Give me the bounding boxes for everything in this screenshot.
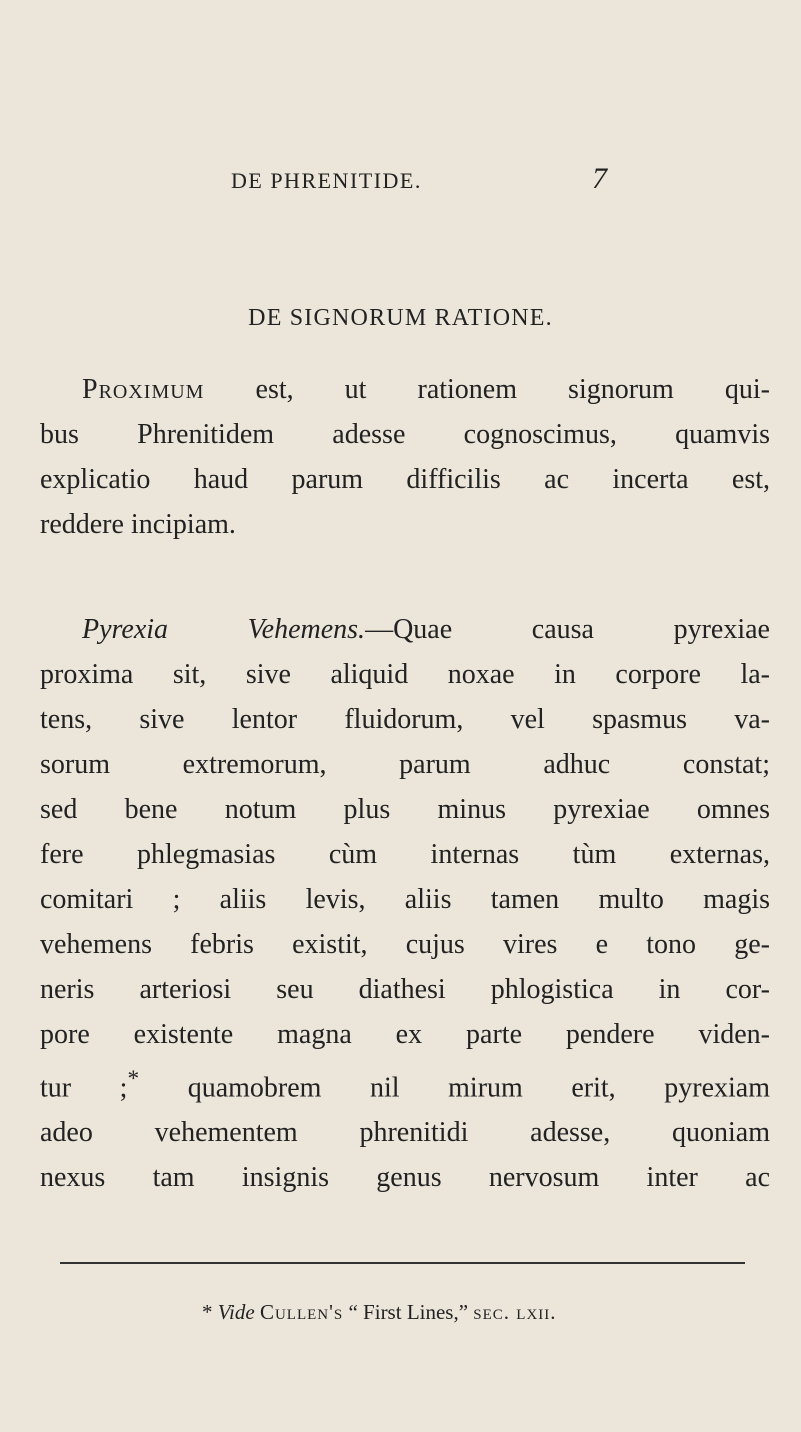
paragraph-2-line-1 — [40, 607, 770, 652]
paragraph-2-heading: Pyrexia Vehemens. — [82, 614, 366, 645]
paragraph-2-line-7: comitari ; aliis levis, aliis tamen multo magis — [40, 884, 770, 915]
paragraph-2-line-2: proxima sit, sive aliquid noxae in corpore la- — [40, 659, 770, 690]
footnote-vide: Vide — [217, 1300, 255, 1324]
footnote-work-title: “ First Lines,” — [348, 1300, 469, 1324]
paragraph-1-line-3: explicatio haud parum difficilis ac incerta est, — [40, 464, 770, 495]
paragraph-2-line-10: pore existente magna ex parte pendere viden- — [40, 1019, 770, 1050]
paragraph-2-line-5: sed bene notum plus minus pyrexiae omnes — [40, 794, 770, 825]
footnote-reference: * — [127, 1066, 140, 1092]
paragraph-2-line-13: nexus tam insignis genus nervosum inter ac — [40, 1162, 770, 1194]
footnote-rule — [60, 1262, 745, 1264]
paragraph-1-line-1-rest: est, ut rationem signorum qui- — [204, 374, 770, 405]
paragraph-2 — [40, 607, 770, 1200]
paragraph-2-line-12: adeo vehementem phrenitidi adesse, quoniam — [40, 1117, 770, 1149]
line-11-rest: quamobrem nil mirum erit, pyrexiam — [139, 1072, 770, 1104]
paragraph-1-line-1 — [40, 367, 770, 412]
paragraph-1-line-4: reddere incipiam. — [40, 509, 236, 540]
line-11-start: tur ; — [40, 1072, 128, 1104]
paragraph-2-line-1-rest: —Quae causa pyrexiae — [365, 614, 770, 645]
lead-word: Proximum — [82, 374, 205, 405]
paragraph-2-line-8: vehemens febris existit, cujus vires e tono ge- — [40, 929, 770, 960]
paragraph-2-line-6: fere phlegmasias cùm internas tùm externas, — [40, 839, 770, 870]
paragraph-1 — [40, 367, 770, 547]
footnote-section-ref: sec. lxii. — [473, 1300, 557, 1324]
footnote — [202, 1300, 557, 1325]
paragraph-2-line-3: tens, sive lentor fluidorum, vel spasmus va- — [40, 704, 770, 735]
paragraph-2-line-11 — [40, 1057, 770, 1110]
running-head-title: DE PHRENITIDE. — [231, 168, 422, 193]
footnote-mark: * — [202, 1300, 213, 1324]
paragraph-2-line-4: sorum extremorum, parum adhuc constat; — [40, 749, 770, 780]
page-number: 7 — [592, 162, 607, 195]
footnote-author: Cullen's — [259, 1300, 344, 1324]
section-title: DE SIGNORUM RATIONE. — [248, 305, 553, 331]
paragraph-2-line-9: neris arteriosi seu diathesi phlogistica in cor- — [40, 974, 770, 1005]
running-head — [0, 162, 801, 208]
paragraph-1-line-2: bus Phrenitidem adesse cognoscimus, quamvis — [40, 419, 770, 450]
